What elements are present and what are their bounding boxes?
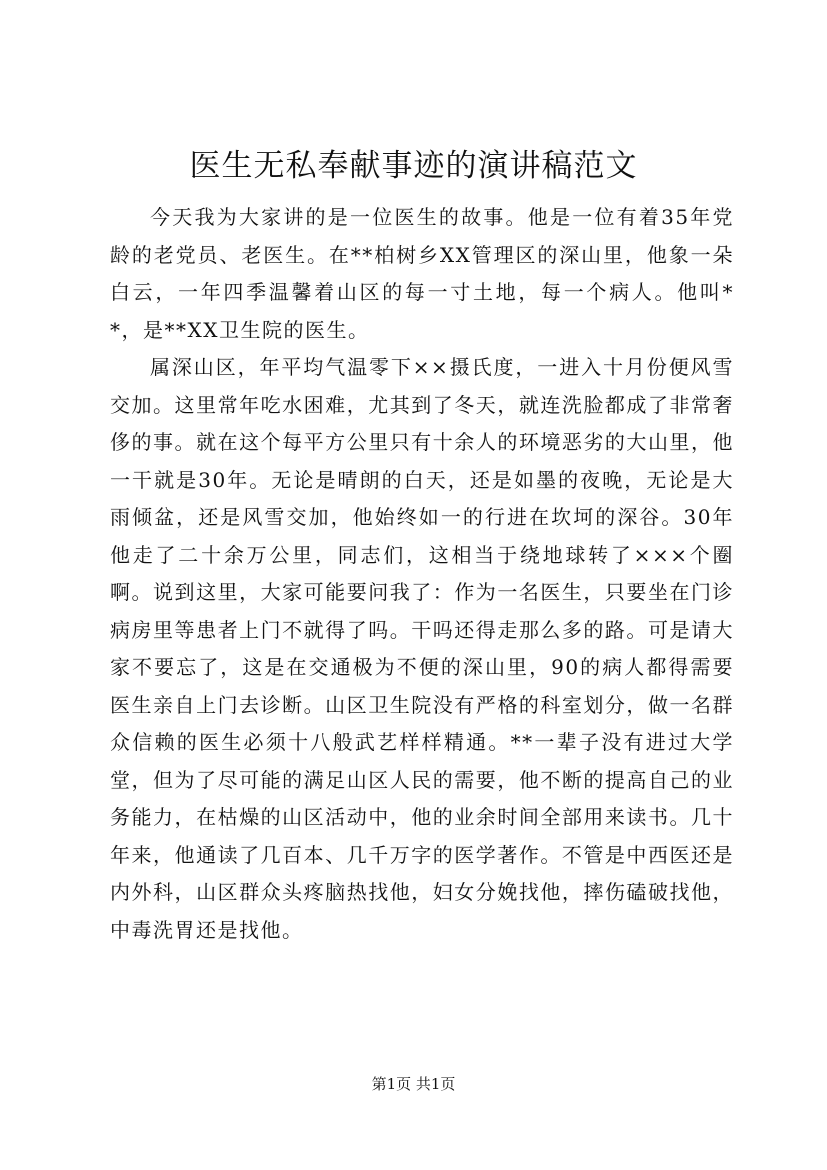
paragraph-1: 今天我为大家讲的是一位医生的故事。他是一位有着35年党龄的老党员、老医生。在**柏树乡XX管理区的深山里，他象一朵白云，一年四季温馨着山区的每一寸土地，每一个病人。他叫**，是**XX卫生院的医生。 (110, 205, 734, 342)
page-footer: 第1页 共1页 (371, 1075, 456, 1093)
document-title: 医生无私奉献事迹的演讲稿范文 (189, 148, 638, 184)
paragraph-2: 属深山区，年平均气温零下××摄氏度，一进入十月份便风雪交加。这里常年吃水困难，尤其到了冬天，就连洗脸都成了非常奢侈的事。就在这个每平方公里只有十余人的环境恶劣的大山里，他一干就是30年。无论是晴朗的白天，还是如墨的夜晚，无论是大雨倾盆，还是风雪交加，他始终如一的行进在坎坷的深谷。30年他走了二十余万公里，同志们，这相当于绕地球转了×××个圈啊。说到这里，大家可能要问我了：作为一名医生，只要坐在门诊病房里等患者上门不就得了吗。干吗还得走那么多的路。可是请大家不要忘了，这是在交通极为不便的深山里，90的病人都得需要医生亲自上门去诊断。山区卫生院没有严格的科室划分，做一名群众信赖的医生必须十八般武艺样样精通。**一辈子没有进过大学堂，但为了尽可能的满足山区人民的需要，他不断的提高自己的业务能力，在枯燥的山区活动中，他的业余时间全部用来读书。几十年来，他通读了几百本、几千万字的医学著作。不管是中西医还是内外科，山区群众头疼脑热找他，妇女分娩找他，摔伤磕破找他，中毒洗胃还是找他。 (110, 355, 734, 942)
document-body (110, 199, 734, 949)
